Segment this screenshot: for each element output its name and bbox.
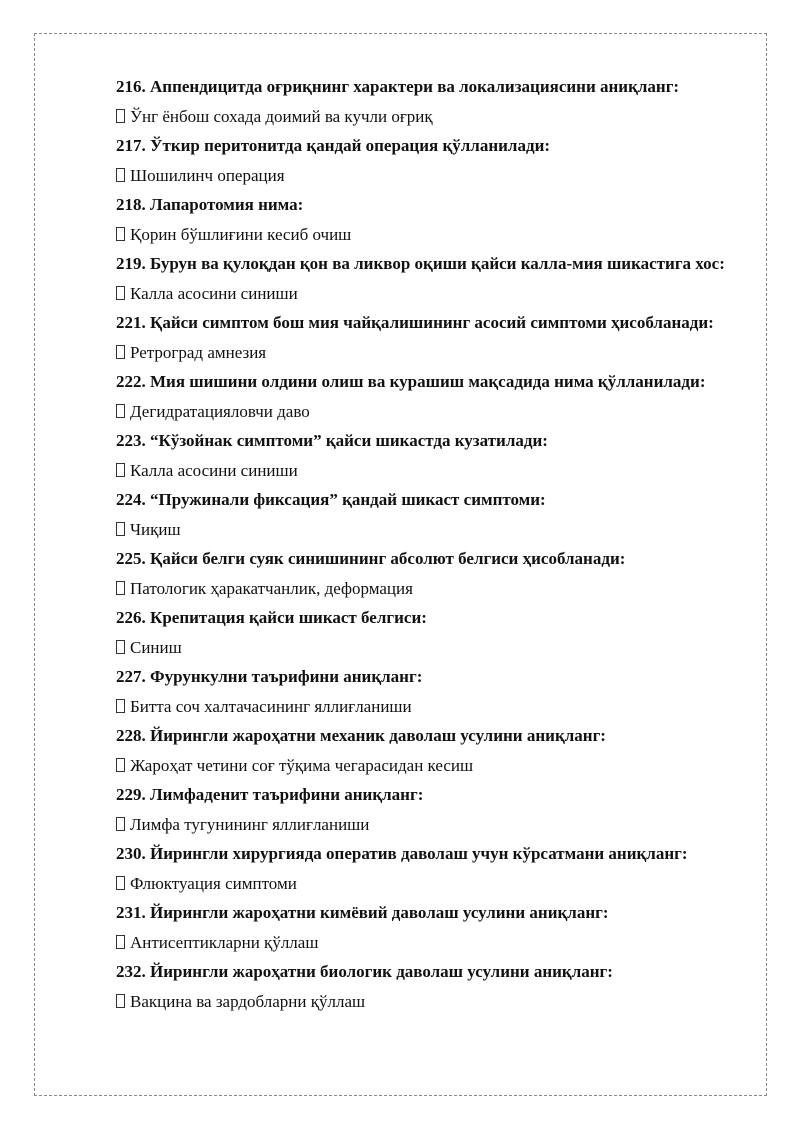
qa-item-225 [116,546,746,601]
answer-219 [116,281,746,306]
question-231: 231. Йирингли жароҳатни кимёвий даволаш усулини аниқланг: [116,903,609,922]
answer-227 [116,694,746,719]
missing-glyph-icon [116,227,125,241]
missing-glyph-icon [116,876,125,890]
missing-glyph-icon [116,994,125,1008]
missing-glyph-icon [116,758,125,772]
answer-text: Ўнг ёнбош сохада доимий ва кучли оғриқ [130,107,433,126]
answer-232 [116,989,746,1014]
missing-glyph-icon [116,404,125,418]
missing-glyph-icon [116,581,125,595]
answer-text: Битта соч халтачасининг яллиғланиши [130,697,412,716]
answer-225 [116,576,746,601]
qa-item-224 [116,487,746,542]
qa-item-222 [116,369,746,424]
answer-text: Лимфа тугунининг яллиғланиши [130,815,370,834]
qa-item-230 [116,841,746,896]
qa-item-231 [116,900,746,955]
question-223: 223. “Кўзойнак симптоми” қайси шикастда кузатилади: [116,431,548,450]
answer-216 [116,104,746,129]
answer-221 [116,340,746,365]
answer-text: Флюктуация симптоми [130,874,297,893]
answer-text: Калла асосини синиши [130,461,298,480]
qa-item-228 [116,723,746,778]
question-217: 217. Ўткир перитонитда қандай операция қўлланилади: [116,136,551,155]
answer-text: Вакцина ва зардобларни қўллаш [130,992,366,1011]
document-body [116,74,746,1018]
answer-text: Синиш [130,638,182,657]
answer-229 [116,812,746,837]
answer-222 [116,399,746,424]
answer-text: Антисептикларни қўллаш [130,933,319,952]
qa-item-218 [116,192,746,247]
qa-item-217 [116,133,746,188]
missing-glyph-icon [116,817,125,831]
answer-text: Чиқиш [130,520,181,539]
answer-text: Дегидратацияловчи даво [130,402,310,421]
answer-224 [116,517,746,542]
answer-226 [116,635,746,660]
qa-item-221 [116,310,746,365]
answer-text: Шошилинч операция [130,166,285,185]
missing-glyph-icon [116,286,125,300]
qa-item-216 [116,74,746,129]
answer-217 [116,163,746,188]
missing-glyph-icon [116,699,125,713]
qa-item-232 [116,959,746,1014]
question-230: 230. Йирингли хирургияда оператив даволаш учун кўрсатмани аниқланг: [116,844,688,863]
answer-text: Калла асосини синиши [130,284,298,303]
question-229: 229. Лимфаденит таърифини аниқланг: [116,785,424,804]
qa-item-229 [116,782,746,837]
question-226: 226. Крепитация қайси шикаст белгиси: [116,608,427,627]
missing-glyph-icon [116,522,125,536]
question-222: 222. Мия шишини олдини олиш ва курашиш мақсадида нима қўлланилади: [116,372,706,391]
question-221: 221. Қайси симптом бош мия чайқалишининг асосий симптоми ҳисобланади: [116,313,714,332]
answer-230 [116,871,746,896]
missing-glyph-icon [116,168,125,182]
missing-glyph-icon [116,935,125,949]
question-224: 224. “Пружинали фиксация” қандай шикаст симптоми: [116,490,546,509]
answer-231 [116,930,746,955]
answer-228 [116,753,746,778]
qa-item-226 [116,605,746,660]
answer-223 [116,458,746,483]
answer-text: Ретроград амнезия [130,343,267,362]
missing-glyph-icon [116,345,125,359]
answer-218 [116,222,746,247]
missing-glyph-icon [116,109,125,123]
missing-glyph-icon [116,463,125,477]
qa-item-227 [116,664,746,719]
question-218: 218. Лапаротомия нима: [116,195,304,214]
answer-text: Патологик ҳаракатчанлик, деформация [130,579,413,598]
question-219: 219. Бурун ва қулоқдан қон ва ликвор оқиши қайси калла-мия шикастига хос: [116,254,725,273]
question-232: 232. Йирингли жароҳатни биологик даволаш усулини аниқланг: [116,962,613,981]
answer-text: Жароҳат четини соғ тўқима чегарасидан кесиш [130,756,474,775]
missing-glyph-icon [116,640,125,654]
question-225: 225. Қайси белги суяк синишининг абсолют белгиси ҳисобланади: [116,549,626,568]
qa-item-219 [116,251,746,306]
question-227: 227. Фурункулни таърифини аниқланг: [116,667,423,686]
qa-item-223 [116,428,746,483]
answer-text: Қорин бўшлиғини кесиб очиш [130,225,352,244]
question-228: 228. Йирингли жароҳатни механик даволаш усулини аниқланг: [116,726,606,745]
question-216: 216. Аппендицитда оғриқнинг характери ва локализациясини аниқланг: [116,77,680,96]
